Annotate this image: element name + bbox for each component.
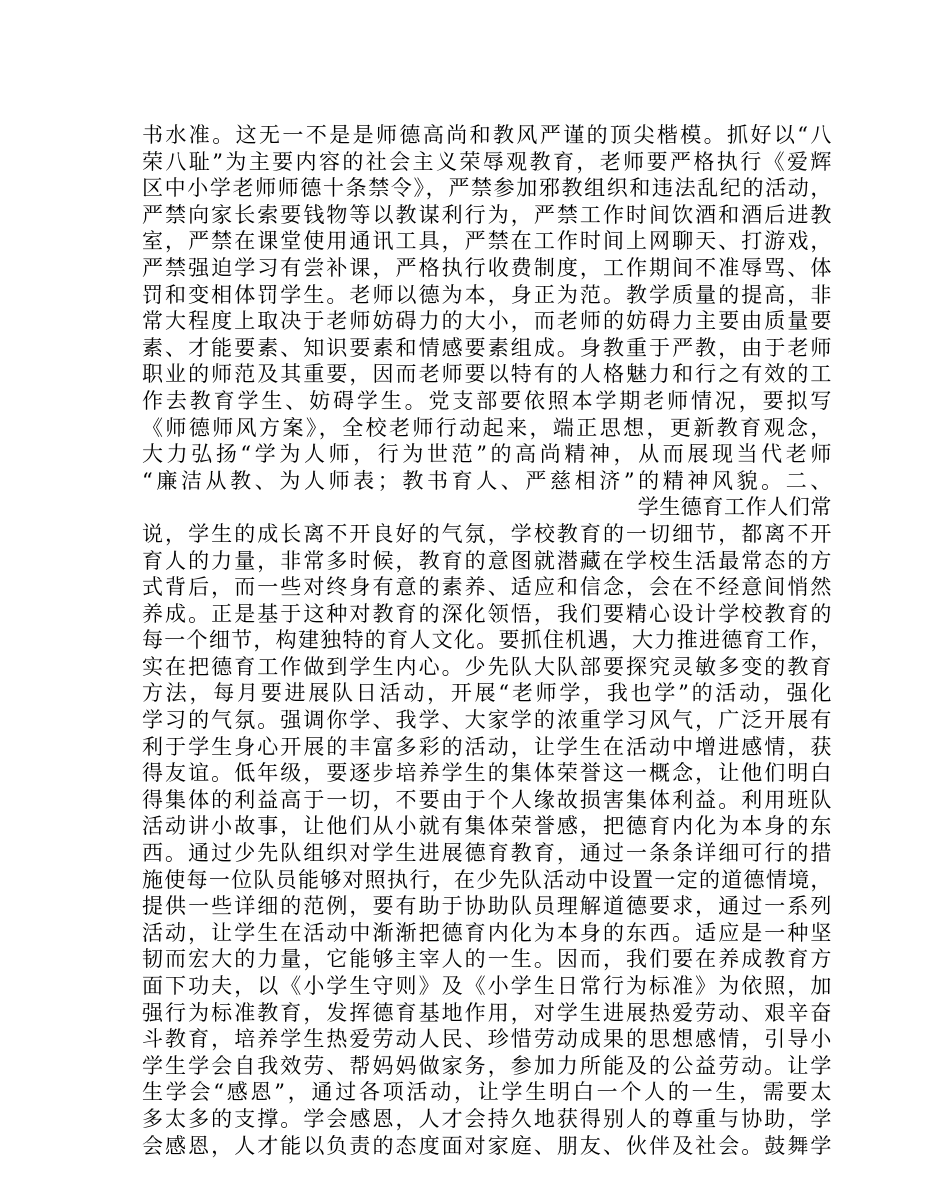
- text-line: “廉洁从教、为人师表；教书育人、严慈相济”的精神风貌。二、: [142, 468, 832, 493]
- text-line: 罚和变相体罚学生。老师以德为本，身正为范。教学质量的提高，非: [142, 282, 832, 307]
- text-line: 育人的力量，非常多时候，教育的意图就潜藏在学校生活最常态的方: [142, 548, 832, 573]
- text-line: 书水准。这无一不是是师德高尚和教风严谨的顶尖楷模。抓好以“八: [142, 123, 832, 147]
- text-line: 强行为标准教育，发挥德育基地作用，对学生进展热爱劳动、艰辛奋: [142, 1000, 832, 1025]
- text-line: 西。通过少先队组织对学生进展德育教育，通过一条条详细可行的措: [142, 841, 832, 866]
- text-line: 利于学生身心开展的丰富多彩的活动，让学生在活动中增进感情，获: [142, 734, 832, 759]
- text-line: 素、才能要素、知识要素和情感要素组成。身教重于严教，由于老师: [142, 335, 832, 360]
- text-line: 式背后，而一些对终身有意的素养、适应和信念，会在不经意间悄然: [142, 575, 832, 600]
- text-line: 严禁向家长索要钱物等以教谋利行为，严禁工作时间饮酒和酒后进教: [142, 202, 832, 227]
- text-line: 会感恩，人才能以负责的态度面对家庭、朋友、伙伴及社会。鼓舞学: [142, 1133, 832, 1158]
- text-line: 学习的气氛。强调你学、我学、大家学的浓重学习风气，广泛开展有: [142, 708, 832, 733]
- text-line: 得集体的利益高于一切，不要由于个人缘故损害集体利益。利用班队: [142, 787, 832, 812]
- section-heading-line: 学生德育工作人们常: [637, 495, 832, 520]
- text-line: 职业的师范及其重要，因而老师要以特有的人格魅力和行之有效的工: [142, 362, 832, 387]
- text-line: 养成。正是基于这种对教育的深化领悟，我们要精心设计学校教育的: [142, 601, 832, 626]
- text-line: 多太多的支撑。学会感恩，人才会持久地获得别人的尊重与协助，学: [142, 1106, 832, 1131]
- text-line: 每一个细节，构建独特的育人文化。要抓住机遇，大力推进德育工作，: [142, 628, 832, 653]
- text-line: 活动讲小故事，让他们从小就有集体荣誉感，把德育内化为本身的东: [142, 814, 832, 839]
- text-line: 实在把德育工作做到学生内心。少先队大队部要探究灵敏多变的教育: [142, 654, 832, 679]
- text-line: 《师德师风方案》，全校老师行动起来，端正思想，更新教育观念，: [142, 415, 832, 440]
- text-line: 斗教育，培养学生热爱劳动人民、珍惜劳动成果的思想感情，引导小: [142, 1027, 832, 1052]
- text-line: 大力弘扬“学为人师，行为世范”的高尚精神，从而展现当代老师: [142, 442, 832, 467]
- text-line: 得友谊。低年级，要逐步培养学生的集体荣誉这一概念，让他们明白: [142, 761, 832, 786]
- text-line: 作去教育学生、妨碍学生。党支部要依照本学期老师情况，要拟写: [142, 388, 832, 413]
- text-line: 常大程度上取决于老师妨碍力的大小，而老师的妨碍力主要由质量要: [142, 309, 832, 334]
- text-line: 方法，每月要进展队日活动，开展“老师学，我也学”的活动，强化: [142, 681, 832, 706]
- text-line: 说，学生的成长离不开良好的气氛，学校教育的一切细节，都离不开: [142, 521, 832, 546]
- text-line: 室，严禁在课堂使用通讯工具，严禁在工作时间上网聊天、打游戏，: [142, 229, 832, 254]
- text-line: 韧而宏大的力量，它能够主宰人的一生。因而，我们要在养成教育方: [142, 947, 832, 972]
- text-line: 荣八耻”为主要内容的社会主义荣辱观教育，老师要严格执行《爱辉: [142, 149, 832, 174]
- text-line: 活动，让学生在活动中渐渐把德育内化为本身的东西。适应是一种坚: [142, 920, 832, 945]
- body-text: [142, 122, 832, 1159]
- text-line: 施使每一位队员能够对照执行，在少先队活动中设置一定的道德情境，: [142, 867, 832, 892]
- text-line: 学生学会自我效劳、帮妈妈做家务，参加力所能及的公益劳动。让学: [142, 1053, 832, 1078]
- text-line: 严禁强迫学习有尝补课，严格执行收费制度，工作期间不准辱骂、体: [142, 255, 832, 280]
- text-line: 提供一些详细的范例，要有助于协助队员理解道德要求，通过一系列: [142, 894, 832, 919]
- text-line: 生学会“感恩”，通过各项活动，让学生明白一个人的一生，需要太: [142, 1080, 832, 1105]
- text-line: 面下功夫，以《小学生守则》及《小学生日常行为标准》为依照，加: [142, 974, 832, 998]
- text-line: 区中小学老师师德十条禁令》，严禁参加邪教组织和违法乱纪的活动，: [142, 176, 832, 201]
